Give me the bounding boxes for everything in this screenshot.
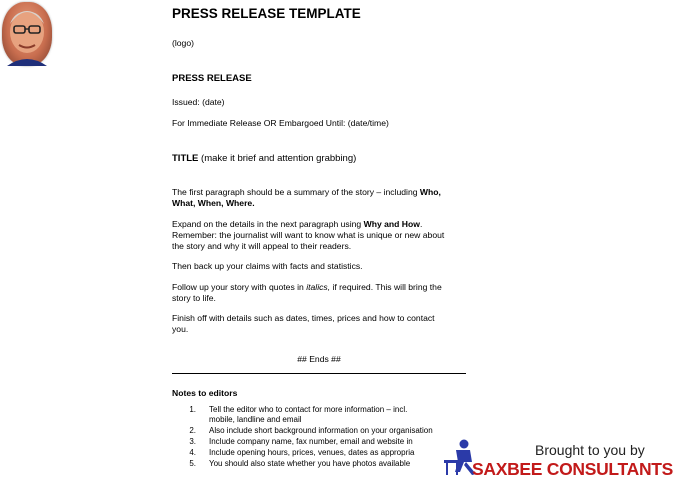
face-illustration bbox=[2, 2, 52, 66]
list-item-number: 1. bbox=[189, 405, 196, 414]
list-item-text: Include company name, fax number, email and website in bbox=[209, 437, 413, 446]
p2-bold: Why and How bbox=[363, 219, 420, 229]
p2-line2: Remember: the journalist will want to know what is unique or new about bbox=[172, 230, 445, 240]
ends-marker: ## Ends ## bbox=[297, 354, 341, 364]
issued-date: Issued: (date) bbox=[172, 97, 225, 107]
p4-italic: italics, bbox=[306, 282, 331, 292]
list-item-number: 3. bbox=[189, 437, 196, 446]
brought-to-you-text: Brought to you by bbox=[535, 442, 645, 458]
logo-placeholder: (logo) bbox=[172, 38, 194, 48]
paragraph-summary bbox=[172, 187, 464, 209]
p1-text: The first paragraph should be a summary of the story – including bbox=[172, 187, 420, 197]
list-item-text: Also include short background information on your organisation bbox=[209, 426, 433, 435]
title-hint: (make it brief and attention grabbing) bbox=[198, 153, 357, 164]
p4-line2: story to life. bbox=[172, 293, 216, 303]
document-title: PRESS RELEASE TEMPLATE bbox=[172, 6, 361, 21]
p2-text: Expand on the details in the next paragraph using bbox=[172, 219, 364, 229]
list-item-text: Tell the editor who to contact for more information – incl. bbox=[209, 405, 408, 414]
list-item-number: 5. bbox=[189, 459, 196, 468]
author-avatar bbox=[2, 2, 52, 66]
sponsor-banner[interactable] bbox=[442, 428, 673, 479]
p4-text: Follow up your story with quotes in bbox=[172, 282, 307, 292]
title-label: TITLE bbox=[172, 153, 199, 164]
embargo-line: For Immediate Release OR Embargoed Until: (date/time) bbox=[172, 118, 389, 128]
p5-line1: Finish off with details such as dates, times, prices and how to contact bbox=[172, 313, 435, 323]
p1-bold-b: What, When, Where. bbox=[172, 198, 255, 208]
paragraph-finish bbox=[172, 313, 464, 335]
brand-name: SAXBEE CONSULTANTS bbox=[472, 459, 673, 479]
title-line bbox=[172, 153, 356, 164]
paragraph-facts: Then back up your claims with facts and statistics. bbox=[172, 261, 363, 271]
notes-heading: Notes to editors bbox=[172, 388, 238, 398]
paragraph-details: Expand on the details in the next paragraph using Why and How. Remember: the journalist will want to know what is unique or new about the story and why it will appeal to their readers. bbox=[172, 219, 445, 251]
p2-line3: the story and why it will appeal to their readers. bbox=[172, 241, 352, 251]
paragraph-quotes bbox=[172, 282, 464, 304]
press-release-label: PRESS RELEASE bbox=[172, 73, 252, 84]
list-item-number: 4. bbox=[189, 448, 196, 457]
list-item-text: You should also state whether you have photos available bbox=[209, 459, 411, 468]
p1-bold-a: Who, bbox=[419, 187, 441, 197]
section-divider bbox=[172, 373, 466, 374]
list-item-number: 2. bbox=[189, 426, 196, 435]
p4-rest: if required. This will bring the bbox=[330, 282, 442, 292]
list-item-text: Include opening hours, prices, venues, dates as appropria bbox=[209, 448, 415, 457]
list-item-text: mobile, landline and email bbox=[209, 415, 302, 424]
p5-line2: you. bbox=[172, 324, 189, 334]
